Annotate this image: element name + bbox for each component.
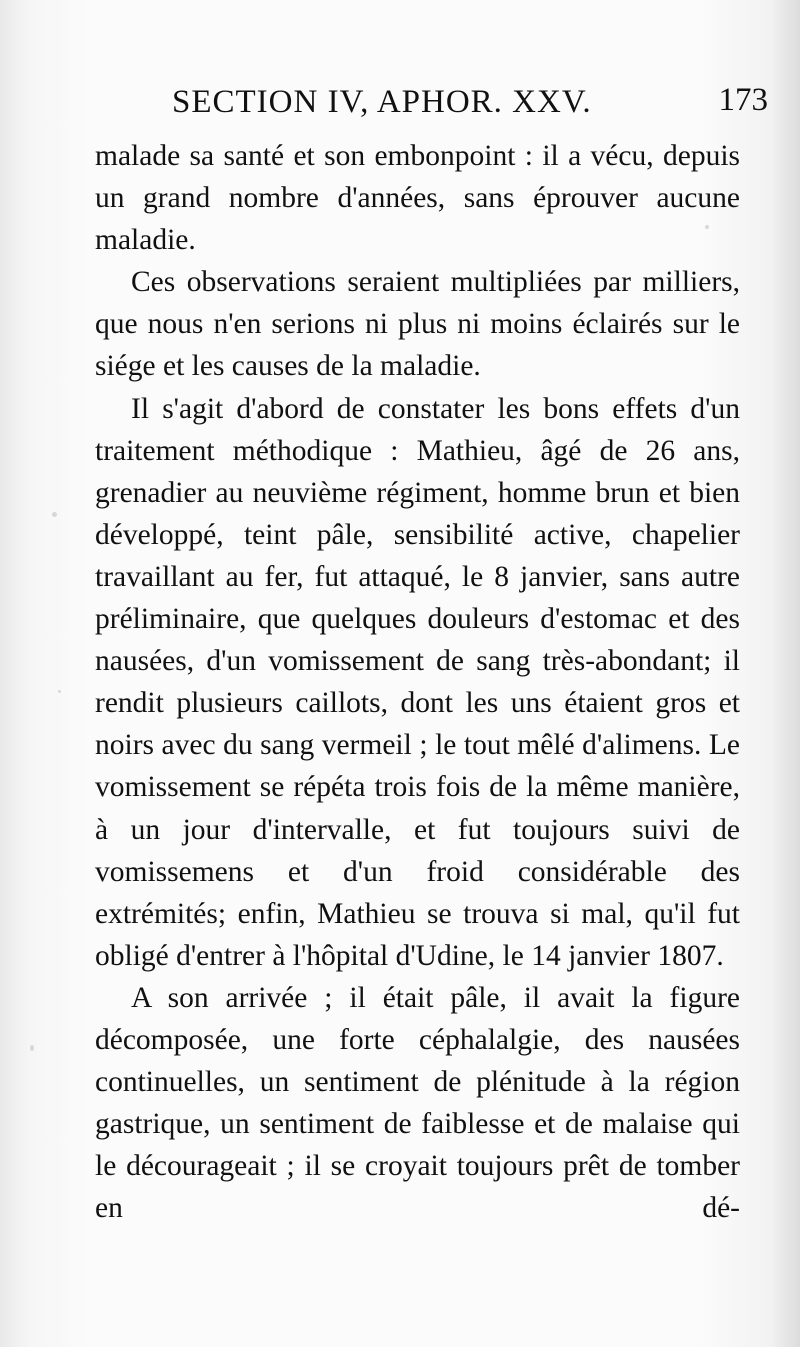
ink-speck <box>705 225 709 229</box>
page-header <box>100 78 770 128</box>
page-number: 173 <box>718 82 768 118</box>
ink-speck <box>52 512 57 517</box>
body-text <box>95 135 740 1229</box>
ink-speck <box>58 690 61 693</box>
paragraph-continuation: malade sa santé et son embonpoint : il a vécu, depuis un grand nombre d'années, sans éprouver aucune maladie. <box>95 140 740 257</box>
paragraph-case-mathieu: Il s'agit d'abord de constater les bons effets d'un traitement méthodique : Mathieu, âgé de 26 ans, grenadier au neuvième régiment, homme brun et bien développé, teint pâle, sensibilité active, chapelier travaillant au fer, fut attaqué, le 8 janvier, sans autre préliminaire, que quelques douleurs d'estomac et des nausées, d'un vomissement de sang très-abondant; il rendit plusieurs caillots, dont les uns étaient gros et noirs avec du sang vermeil ; le tout mêlé d'alimens. Le vomissement se répéta trois fois de la même manière, à un jour d'intervalle, et fut toujours suivi de vomissemens et d'un froid considérable des extrémités; enfin, Mathieu se trouva si mal, qu'il fut obligé d'entrer à l'hôpital d'Udine, le 14 janvier 1807. <box>95 392 740 972</box>
running-head: SECTION IV, APHOR. XXV. <box>172 84 592 120</box>
ink-speck <box>30 1045 34 1051</box>
paragraph-observations: Ces observations seraient multipliées par milliers, que nous n'en serions ni plus ni moins éclairés sur le siége et les causes de la maladie. <box>95 266 740 383</box>
paragraph-arrival: A son arrivée ; il était pâle, il avait la figure décomposée, une forte céphalalgie, des nausées continuelles, un sentiment de plénitude à la région gastrique, un sentiment de faiblesse et de malaise qui le décourageait ; il se croyait toujours prêt de tomber en dé- <box>95 981 740 1225</box>
